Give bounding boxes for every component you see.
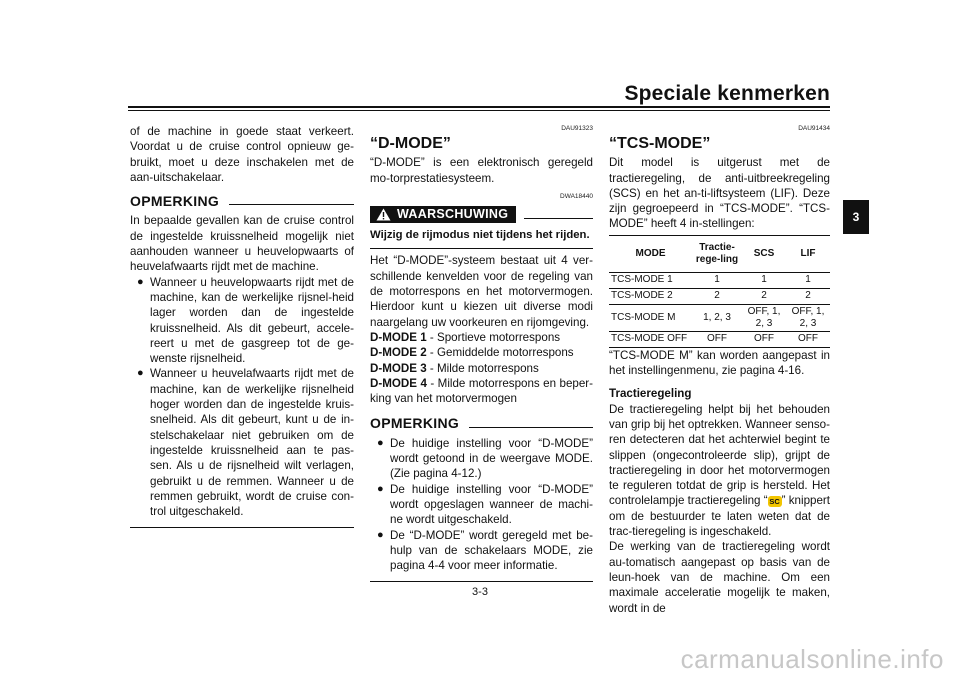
- table-cell: OFF: [692, 331, 742, 347]
- warning-end-rule: [370, 248, 593, 249]
- mode-desc: - Sportieve motorrespons: [426, 330, 561, 344]
- table-header: Tractie-rege-ling: [692, 235, 742, 272]
- bullet-icon: ●: [137, 367, 144, 380]
- mode-name: D-MODE 3: [370, 361, 427, 375]
- after-table-text: “TCS-MODE M” kan worden aangepast in het instellingenmenu, zie pagina 4-16.: [609, 348, 830, 378]
- note-title: OPMERKING: [130, 193, 220, 210]
- chapter-tab[interactable]: 3: [843, 200, 869, 234]
- table-cell: TCS-MODE OFF: [609, 331, 692, 347]
- section-title: “D-MODE”: [370, 135, 451, 152]
- bullet-icon: ●: [137, 275, 144, 288]
- page-header-title: Speciale kenmerken: [624, 82, 830, 105]
- note-end-rule: [130, 527, 354, 528]
- warning-rule: [524, 218, 593, 219]
- header-rule: [128, 106, 830, 108]
- section-body: Het “D-MODE”-systeem bestaat uit 4 ver-schillende kenvelden voor de regeling van de motorrespons en het motorvermogen. Hierdoor kunt u kiezen uit diverse modi naargelang uw voorkeuren en rijomgeving.: [370, 254, 593, 329]
- bullet-icon: ●: [377, 436, 384, 449]
- mode-desc: - Gemiddelde motorrespons: [426, 346, 574, 360]
- warning-text: Wijzig de rijmodus niet tijdens het rijden.: [370, 229, 590, 242]
- table-cell: OFF: [742, 331, 786, 347]
- table-row: [609, 272, 830, 288]
- bullet-text: Wanneer u heuvelopwaarts rijdt met de machine, kan de werkelijke rijsnel-heid lager worden dan de ingestelde kruissnelheid. Als dit gebeurt, accele-reert u met de gasgreep tot de ge-wenste rijsnelheid.: [150, 275, 354, 366]
- mode-name: D-MODE 2: [370, 346, 427, 360]
- bullet-icon: ●: [377, 528, 384, 541]
- header-rule-thin: [128, 110, 830, 111]
- tcs-mode-table: [609, 235, 830, 348]
- mode-name: D-MODE 1: [370, 330, 427, 344]
- note-text: In bepaalde gevallen kan de cruise control de ingestelde kruissnelheid mogelijk niet aanhouden wanneer u heuvelopwaarts of heuvelafwaarts rijdt met de machine.: [130, 214, 354, 274]
- table-cell: 1, 2, 3: [692, 304, 742, 331]
- table-cell: TCS-MODE 2: [609, 288, 692, 304]
- table-header: LIF: [786, 235, 830, 272]
- note-end-rule: [370, 581, 593, 582]
- table-cell: TCS-MODE 1: [609, 272, 692, 288]
- table-header: SCS: [742, 235, 786, 272]
- note-heading: [130, 194, 354, 209]
- section-code: DAU91434: [798, 125, 830, 132]
- table-cell: OFF, 1, 2, 3: [742, 304, 786, 331]
- mode-desc: - Milde motorrespons en beper-king van het motorvermogen: [370, 376, 594, 406]
- table-row: [609, 304, 830, 331]
- table-cell: 2: [786, 288, 830, 304]
- table-cell: 2: [742, 288, 786, 304]
- table-cell: TCS-MODE M: [609, 304, 692, 331]
- table-cell: OFF, 1, 2, 3: [786, 304, 830, 331]
- paragraph-part: De tractieregeling helpt bij het behouden van grip bij het optrekken. Wanneer senso-ren detecteren dat het achterwiel begint te slippen (ongecontroleerde slip), grijpt de tractieregeling in door het motorvermogen te reguleren totdat de grip is hersteld. Het controlelampje tractieregeling “: [609, 402, 830, 508]
- section-intro: “D-MODE” is een elektronisch geregeld mo-torprestatiesysteem.: [370, 156, 593, 185]
- table-cell: 1: [786, 272, 830, 288]
- note-rule: [469, 427, 593, 428]
- watermark: carmanualsonline.info: [680, 644, 944, 674]
- note-heading: [370, 416, 593, 431]
- mode-line: [370, 345, 593, 360]
- table-row: [609, 331, 830, 347]
- list-item: [137, 275, 354, 367]
- list-item: [137, 366, 354, 519]
- table-row: [609, 288, 830, 304]
- section-code: DAU91323: [561, 125, 593, 132]
- warning-label: WAARSCHUWING: [397, 206, 509, 221]
- column-1: [130, 124, 354, 528]
- col1-intro: of de machine in goede staat verkeert. Voordat u de cruise control opnieuw ge-bruikt, moet u deze inschakelen met de aan-uitschakelaar.: [130, 125, 354, 184]
- table-cell: 1: [742, 272, 786, 288]
- subsection-title: Tractieregeling: [609, 387, 692, 401]
- section-title: “TCS-MODE”: [609, 135, 711, 152]
- bullet-text: De huidige instelling voor “D-MODE” wordt opgeslagen wanneer de machi-ne wordt uitgeschakeld.: [390, 482, 593, 527]
- table-cell: 2: [692, 288, 742, 304]
- mode-desc: - Milde motorrespons: [426, 361, 539, 375]
- warning-code: DWA18440: [560, 192, 593, 200]
- mode-line: [370, 330, 593, 345]
- note-rule: [229, 204, 354, 205]
- mode-name: D-MODE 4: [370, 376, 427, 390]
- column-3: [609, 124, 830, 616]
- tractieregeling-paragraph-2: De werking van de tractieregeling wordt au-tomatisch aangepast op basis van de leun-hoek van de machine. Om een maximale acceleratie mogelijk te maken, wordt in de: [609, 540, 830, 615]
- mode-line: [370, 376, 593, 407]
- list-item: [377, 436, 593, 482]
- page-number: 3-3: [472, 586, 488, 598]
- paragraph-part: ” knippert om de bestuurder te laten weten dat de trac-tieregeling is ingeschakeld.: [609, 494, 830, 539]
- table-cell: 1: [692, 272, 742, 288]
- bullet-icon: ●: [377, 482, 384, 495]
- bullet-text: De huidige instelling voor “D-MODE” wordt getoond in de weergave MODE. (Zie pagina 4-12.): [390, 436, 593, 481]
- bullet-text: Wanneer u heuvelafwaarts rijdt met de machine, kan de werkelijke rijsnelheid hoger worden dan de ingestelde kruis-snelheid. Als dit gebeurt, kunt u de in-stelschakelaar niet gebruiken om de ingestelde kruissnelheid aan te pas-sen. Als u de rijsnelheid wilt verlagen, gebruikt u de remmen. Wanneer u de remmen gebruikt, wordt de cruise con-trol uitgeschakeld.: [150, 367, 354, 519]
- mode-line: [370, 361, 593, 376]
- table-cell: OFF: [786, 331, 830, 347]
- warning-badge: [370, 206, 516, 223]
- table-header: MODE: [609, 235, 692, 272]
- section-intro: Dit model is uitgerust met de tractieregeling, de anti-uitbreekregeling (SCS) en het an-ti-liftsysteem (LIF). Deze zijn gegroepeerd in “TCS-MODE”. “TCS-MODE” heeft 4 in-stellingen:: [609, 156, 830, 231]
- tractieregeling-paragraph: [609, 402, 830, 540]
- bullet-text: De “D-MODE” wordt geregeld met be-hulp van de schakelaars MODE, zie pagina 4-4 voor meer informatie.: [390, 528, 593, 573]
- note-title: OPMERKING: [370, 415, 460, 432]
- warning-heading: [370, 206, 593, 223]
- warning-triangle-icon: [376, 208, 391, 221]
- column-2: [370, 124, 593, 582]
- list-item: [377, 482, 593, 528]
- list-item: [377, 528, 593, 574]
- traction-control-icon: SC: [769, 496, 780, 506]
